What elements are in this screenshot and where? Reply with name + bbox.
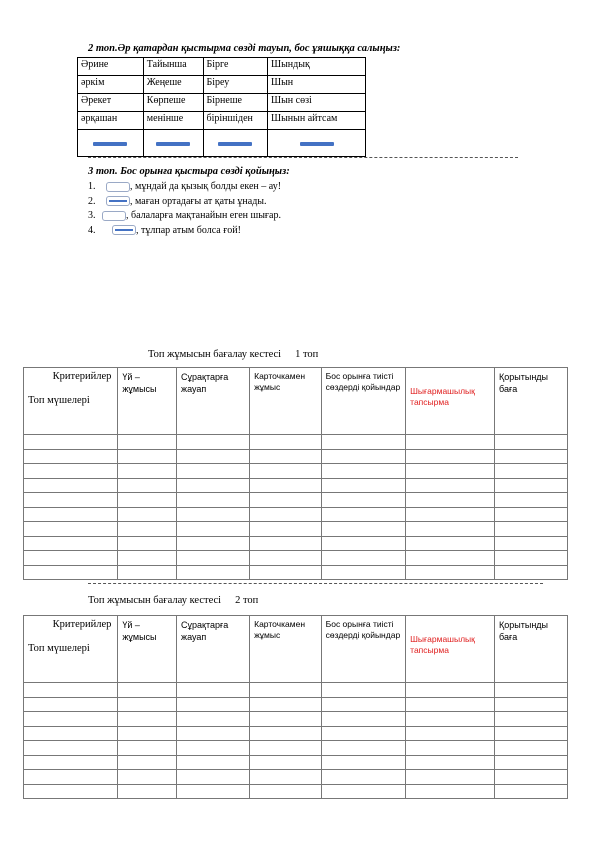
answer-blank[interactable]	[102, 211, 126, 221]
grade-cell[interactable]	[321, 551, 406, 566]
word-table-row	[78, 94, 366, 112]
grade-cell[interactable]	[406, 464, 495, 479]
table-row	[24, 712, 568, 727]
table-row	[24, 449, 568, 464]
grade-cell[interactable]	[495, 697, 568, 712]
word-cell: Жеңеше	[143, 76, 203, 94]
grade-cell[interactable]	[406, 712, 495, 727]
sentence-list	[88, 180, 281, 238]
grade-cell[interactable]	[321, 522, 406, 537]
column-header: Шығармашылық тапсырма	[406, 368, 495, 435]
table-row	[24, 507, 568, 522]
word-cell: әркім	[78, 76, 144, 94]
table-row	[24, 565, 568, 580]
word-cell: Шын сөзі	[268, 94, 366, 112]
word-cell: менінше	[143, 112, 203, 130]
grade-cell[interactable]	[118, 493, 177, 508]
grade-cell[interactable]	[406, 697, 495, 712]
eval1-table	[23, 367, 568, 580]
grade-cell[interactable]	[321, 435, 406, 450]
grade-cell[interactable]	[495, 478, 568, 493]
answer-cell[interactable]	[78, 130, 144, 157]
grade-cell[interactable]	[495, 449, 568, 464]
table-row	[24, 536, 568, 551]
grade-cell[interactable]	[250, 683, 322, 698]
grade-cell[interactable]	[177, 522, 250, 537]
grade-cell[interactable]	[24, 741, 118, 756]
grade-cell[interactable]	[321, 784, 406, 799]
grade-cell[interactable]	[406, 784, 495, 799]
grade-cell[interactable]	[250, 464, 322, 479]
column-header: Карточкамен жұмыс	[250, 368, 322, 435]
sentence-2	[88, 195, 281, 210]
grade-cell[interactable]	[118, 551, 177, 566]
grade-cell[interactable]	[321, 683, 406, 698]
criteria-label: Критерийлер	[52, 371, 112, 382]
word-cell: Шынын айтсам	[268, 112, 366, 130]
sentence-text: , мұндай да қызық болды екен – ау!	[130, 181, 282, 192]
task3-title: 3 топ. Бос орынға қыстыра сөзді қойыңыз:	[88, 166, 290, 177]
word-cell: әрқашан	[78, 112, 144, 130]
grade-cell[interactable]	[250, 741, 322, 756]
grade-cell[interactable]	[495, 551, 568, 566]
grade-cell[interactable]	[24, 536, 118, 551]
grade-cell[interactable]	[24, 770, 118, 785]
grade-cell[interactable]	[495, 522, 568, 537]
grade-cell[interactable]	[321, 493, 406, 508]
grade-cell[interactable]	[406, 551, 495, 566]
grade-cell[interactable]	[321, 741, 406, 756]
grade-cell[interactable]	[24, 522, 118, 537]
grade-cell[interactable]	[177, 770, 250, 785]
answer-cell[interactable]	[203, 130, 267, 157]
grade-cell[interactable]	[406, 493, 495, 508]
grade-cell[interactable]	[250, 493, 322, 508]
separator-1	[88, 157, 518, 158]
grade-cell[interactable]	[24, 435, 118, 450]
column-header: Сұрақтарға жауап	[177, 368, 250, 435]
grade-cell[interactable]	[321, 536, 406, 551]
grade-cell[interactable]	[24, 464, 118, 479]
sentence-number: 4.	[88, 224, 96, 236]
answer-cell[interactable]	[143, 130, 203, 157]
grade-cell[interactable]	[118, 712, 177, 727]
grade-cell[interactable]	[321, 697, 406, 712]
grade-cell[interactable]	[495, 536, 568, 551]
grade-cell[interactable]	[250, 770, 322, 785]
grade-cell[interactable]	[406, 755, 495, 770]
word-cell: Тайынша	[143, 58, 203, 76]
grade-cell[interactable]	[250, 507, 322, 522]
column-header: Бос орынға тиісті сөздерді қойындар	[321, 616, 406, 683]
word-cell: Шындық	[268, 58, 366, 76]
word-cell: Көрпеше	[143, 94, 203, 112]
criteria-header	[24, 616, 118, 683]
grade-cell[interactable]	[118, 464, 177, 479]
grade-cell[interactable]	[118, 507, 177, 522]
grade-cell[interactable]	[118, 449, 177, 464]
grade-cell[interactable]	[406, 536, 495, 551]
eval1-caption: Топ жұмысын бағалау кестесі	[148, 349, 282, 360]
grade-cell[interactable]	[118, 784, 177, 799]
column-header: Үй – жұмысы	[118, 616, 177, 683]
grade-cell[interactable]	[250, 522, 322, 537]
grade-cell[interactable]	[250, 697, 322, 712]
grade-cell[interactable]	[24, 551, 118, 566]
sentence-text: , балаларға мақтанайын еген шығар.	[126, 210, 281, 221]
grade-cell[interactable]	[321, 507, 406, 522]
grade-cell[interactable]	[321, 712, 406, 727]
grade-cell[interactable]	[118, 741, 177, 756]
sentence-number: 2.	[88, 195, 96, 207]
grade-cell[interactable]	[177, 683, 250, 698]
grade-cell[interactable]	[118, 435, 177, 450]
word-cell: Әрине	[78, 58, 144, 76]
grade-cell[interactable]	[406, 565, 495, 580]
grade-cell[interactable]	[250, 726, 322, 741]
separator-2	[88, 583, 543, 584]
answer-cell[interactable]	[268, 130, 366, 157]
grade-cell[interactable]	[177, 565, 250, 580]
table-row	[24, 551, 568, 566]
grade-cell[interactable]	[24, 493, 118, 508]
word-cell: Шын	[268, 76, 366, 94]
criteria-label: Критерийлер	[52, 619, 112, 630]
table-row	[24, 435, 568, 450]
grade-cell[interactable]	[118, 755, 177, 770]
grade-cell[interactable]	[24, 755, 118, 770]
word-cell: Әрекет	[78, 94, 144, 112]
table-row	[24, 464, 568, 479]
grade-cell[interactable]	[250, 755, 322, 770]
sentence-text: , тұлпар атым болса ғой!	[136, 224, 241, 236]
grade-cell[interactable]	[321, 449, 406, 464]
column-header: Шығармашылық тапсырма	[406, 616, 495, 683]
grade-cell[interactable]	[177, 726, 250, 741]
grade-cell[interactable]	[118, 697, 177, 712]
table-row	[24, 697, 568, 712]
grade-cell[interactable]	[177, 551, 250, 566]
word-table-row	[78, 76, 366, 94]
table-row	[24, 784, 568, 799]
grade-cell[interactable]	[495, 741, 568, 756]
word-cell: Бірнеше	[203, 94, 267, 112]
grade-cell[interactable]	[250, 435, 322, 450]
word-table	[77, 57, 366, 157]
word-table-row	[78, 112, 366, 130]
grade-cell[interactable]	[177, 449, 250, 464]
column-header: Бос орынға тиісті сөздерді қойындар	[321, 368, 406, 435]
sentence-number: 1.	[88, 181, 96, 192]
grade-cell[interactable]	[321, 755, 406, 770]
grade-cell[interactable]	[250, 449, 322, 464]
grade-cell[interactable]	[24, 683, 118, 698]
grade-cell[interactable]	[24, 565, 118, 580]
column-header: Карточкамен жұмыс	[250, 616, 322, 683]
grade-cell[interactable]	[406, 449, 495, 464]
grade-cell[interactable]	[177, 464, 250, 479]
header-row	[24, 616, 568, 683]
grade-cell[interactable]	[495, 435, 568, 450]
answer-blank[interactable]	[106, 182, 130, 192]
grade-cell[interactable]	[495, 770, 568, 785]
members-label: Топ мүшелері	[28, 395, 90, 406]
grade-cell[interactable]	[250, 712, 322, 727]
table-row	[24, 478, 568, 493]
table-row	[24, 493, 568, 508]
column-header: Қорытынды баға	[495, 616, 568, 683]
sentence-number: 3.	[88, 210, 96, 221]
grade-cell[interactable]	[321, 478, 406, 493]
grade-cell[interactable]	[406, 478, 495, 493]
grade-cell[interactable]	[177, 755, 250, 770]
grade-cell[interactable]	[495, 712, 568, 727]
grade-cell[interactable]	[118, 522, 177, 537]
grade-cell[interactable]	[406, 741, 495, 756]
table-row	[24, 522, 568, 537]
table-row	[24, 770, 568, 785]
grade-cell[interactable]	[177, 478, 250, 493]
grade-cell[interactable]	[118, 770, 177, 785]
grade-cell[interactable]	[250, 551, 322, 566]
members-label: Топ мүшелері	[28, 643, 90, 654]
task2-title: 2 топ.Әр қатардан қыстырма сөзді тауып, бос ұяшыққа салыңыз:	[88, 43, 401, 54]
grade-cell[interactable]	[406, 683, 495, 698]
column-header: Үй – жұмысы	[118, 368, 177, 435]
table-row	[24, 755, 568, 770]
grade-cell[interactable]	[321, 565, 406, 580]
sentence-4	[88, 224, 281, 239]
sentence-3	[88, 209, 281, 224]
grade-cell[interactable]	[406, 770, 495, 785]
sentence-text: , маған ортадағы ат қаты ұнады.	[130, 195, 267, 207]
grade-cell[interactable]	[118, 726, 177, 741]
grade-cell[interactable]	[250, 478, 322, 493]
eval2-caption-row	[88, 595, 258, 606]
table-row	[24, 726, 568, 741]
blank-marker	[300, 142, 334, 146]
grade-cell[interactable]	[177, 493, 250, 508]
column-header: Сұрақтарға жауап	[177, 616, 250, 683]
grade-cell[interactable]	[406, 726, 495, 741]
grade-cell[interactable]	[495, 493, 568, 508]
answer-row	[78, 130, 366, 157]
answer-blank[interactable]	[112, 225, 136, 235]
header-row	[24, 368, 568, 435]
grade-cell[interactable]	[321, 770, 406, 785]
word-cell: біріншіден	[203, 112, 267, 130]
grade-cell[interactable]	[321, 726, 406, 741]
grade-cell[interactable]	[495, 755, 568, 770]
grade-cell[interactable]	[177, 741, 250, 756]
table-row	[24, 683, 568, 698]
grade-cell[interactable]	[495, 507, 568, 522]
grade-cell[interactable]	[118, 536, 177, 551]
grade-cell[interactable]	[177, 784, 250, 799]
grade-cell[interactable]	[495, 464, 568, 479]
grade-cell[interactable]	[495, 683, 568, 698]
grade-cell[interactable]	[24, 507, 118, 522]
grade-cell[interactable]	[495, 784, 568, 799]
grade-cell[interactable]	[118, 478, 177, 493]
grade-cell[interactable]	[177, 697, 250, 712]
column-header: Қорытынды баға	[495, 368, 568, 435]
word-table-row	[78, 58, 366, 76]
grade-cell[interactable]	[406, 522, 495, 537]
table-row	[24, 741, 568, 756]
grade-cell[interactable]	[495, 565, 568, 580]
blank-marker	[93, 142, 127, 146]
grade-cell[interactable]	[118, 683, 177, 698]
grade-cell[interactable]	[24, 726, 118, 741]
grade-cell[interactable]	[177, 507, 250, 522]
grade-cell[interactable]	[24, 712, 118, 727]
blank-marker	[156, 142, 190, 146]
grade-cell[interactable]	[321, 464, 406, 479]
grade-cell[interactable]	[118, 565, 177, 580]
grade-cell[interactable]	[250, 784, 322, 799]
grade-cell[interactable]	[177, 536, 250, 551]
grade-cell[interactable]	[406, 435, 495, 450]
grade-cell[interactable]	[406, 507, 495, 522]
grade-cell[interactable]	[177, 712, 250, 727]
sentence-1	[88, 180, 281, 195]
grade-cell[interactable]	[24, 449, 118, 464]
eval1-caption-row	[148, 349, 318, 360]
answer-blank[interactable]	[106, 196, 130, 206]
grade-cell[interactable]	[24, 784, 118, 799]
word-cell: Бірге	[203, 58, 267, 76]
eval2-table	[23, 615, 568, 799]
grade-cell[interactable]	[24, 697, 118, 712]
grade-cell[interactable]	[250, 565, 322, 580]
blank-marker	[218, 142, 252, 146]
grade-cell[interactable]	[495, 726, 568, 741]
grade-cell[interactable]	[24, 478, 118, 493]
criteria-header	[24, 368, 118, 435]
eval2-group: 2 топ	[235, 595, 259, 606]
word-cell: Біреу	[203, 76, 267, 94]
eval1-group: 1 топ	[295, 349, 319, 360]
eval2-caption: Топ жұмысын бағалау кестесі	[88, 595, 222, 606]
grade-cell[interactable]	[177, 435, 250, 450]
grade-cell[interactable]	[250, 536, 322, 551]
